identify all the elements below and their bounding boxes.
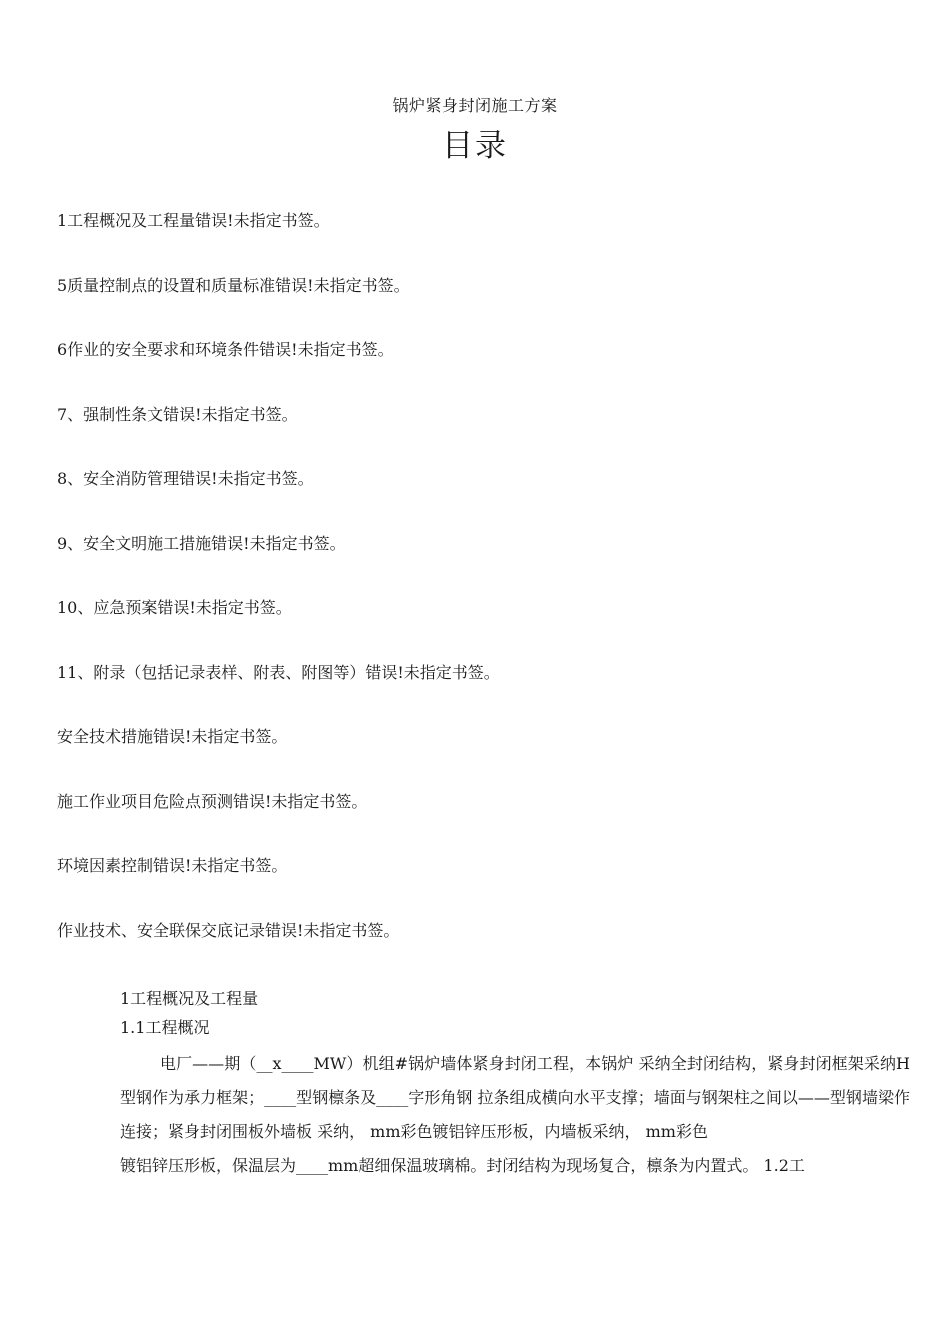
toc-heading: 目录 (442, 128, 508, 164)
toc-item[interactable]: 10、应急预案错误!未指定书签。 (57, 598, 292, 617)
table-of-contents (57, 210, 907, 984)
toc-item[interactable]: 7、强制性条文错误!未指定书签。 (57, 404, 298, 424)
document-title: 锅炉紧身封闭施工方案 (392, 96, 558, 115)
toc-item[interactable]: 8、安全消防管理错误!未指定书签。 (57, 469, 314, 488)
section-project-overview (120, 988, 910, 1183)
toc-item[interactable]: 作业技术、安全联保交底记录错误!未指定书签。 (57, 920, 400, 940)
toc-item[interactable]: 9、安全文明施工措施错误!未指定书签。 (57, 533, 346, 553)
toc-item[interactable]: 5质量控制点的设置和质量标准错误!未指定书签。 (57, 275, 410, 295)
toc-item[interactable]: 1工程概况及工程量错误!未指定书签。 (57, 211, 330, 230)
toc-item[interactable]: 11、附录（包括记录表样、附表、附图等）错误!未指定书签。 (57, 662, 500, 682)
toc-item[interactable]: 环境因素控制错误!未指定书签。 (57, 856, 288, 875)
toc-item[interactable]: 6作业的安全要求和环境条件错误!未指定书签。 (57, 340, 394, 359)
section-subheading: 1.1工程概况 (120, 1018, 210, 1037)
toc-item[interactable]: 施工作业项目危险点预测错误!未指定书签。 (57, 791, 368, 811)
section-heading: 1工程概况及工程量 (120, 989, 259, 1008)
toc-item[interactable]: 安全技术措施错误!未指定书签。 (57, 727, 288, 746)
body-paragraph-continued: 镀铝锌压形板，保温层为____mm超细保温玻璃棉。封闭结构为现场复合，檩条为内置式。 1.2工 (120, 1156, 805, 1175)
body-paragraph: 电厂——期（__x____MW）机组#锅炉墙体紧身封闭工程，本锅炉 采纳全封闭结构，紧身封闭框架采纳H型钢作为承力框架；____型钢檩条及____字形角钢 拉条组成横向水平支撑；墙面与钢架柱之间以——型钢墙梁作连接；紧身封闭围板外墙板 采纳， mm彩色镀铝锌压形板，内墙板采纳， mm彩色 (120, 1054, 910, 1141)
